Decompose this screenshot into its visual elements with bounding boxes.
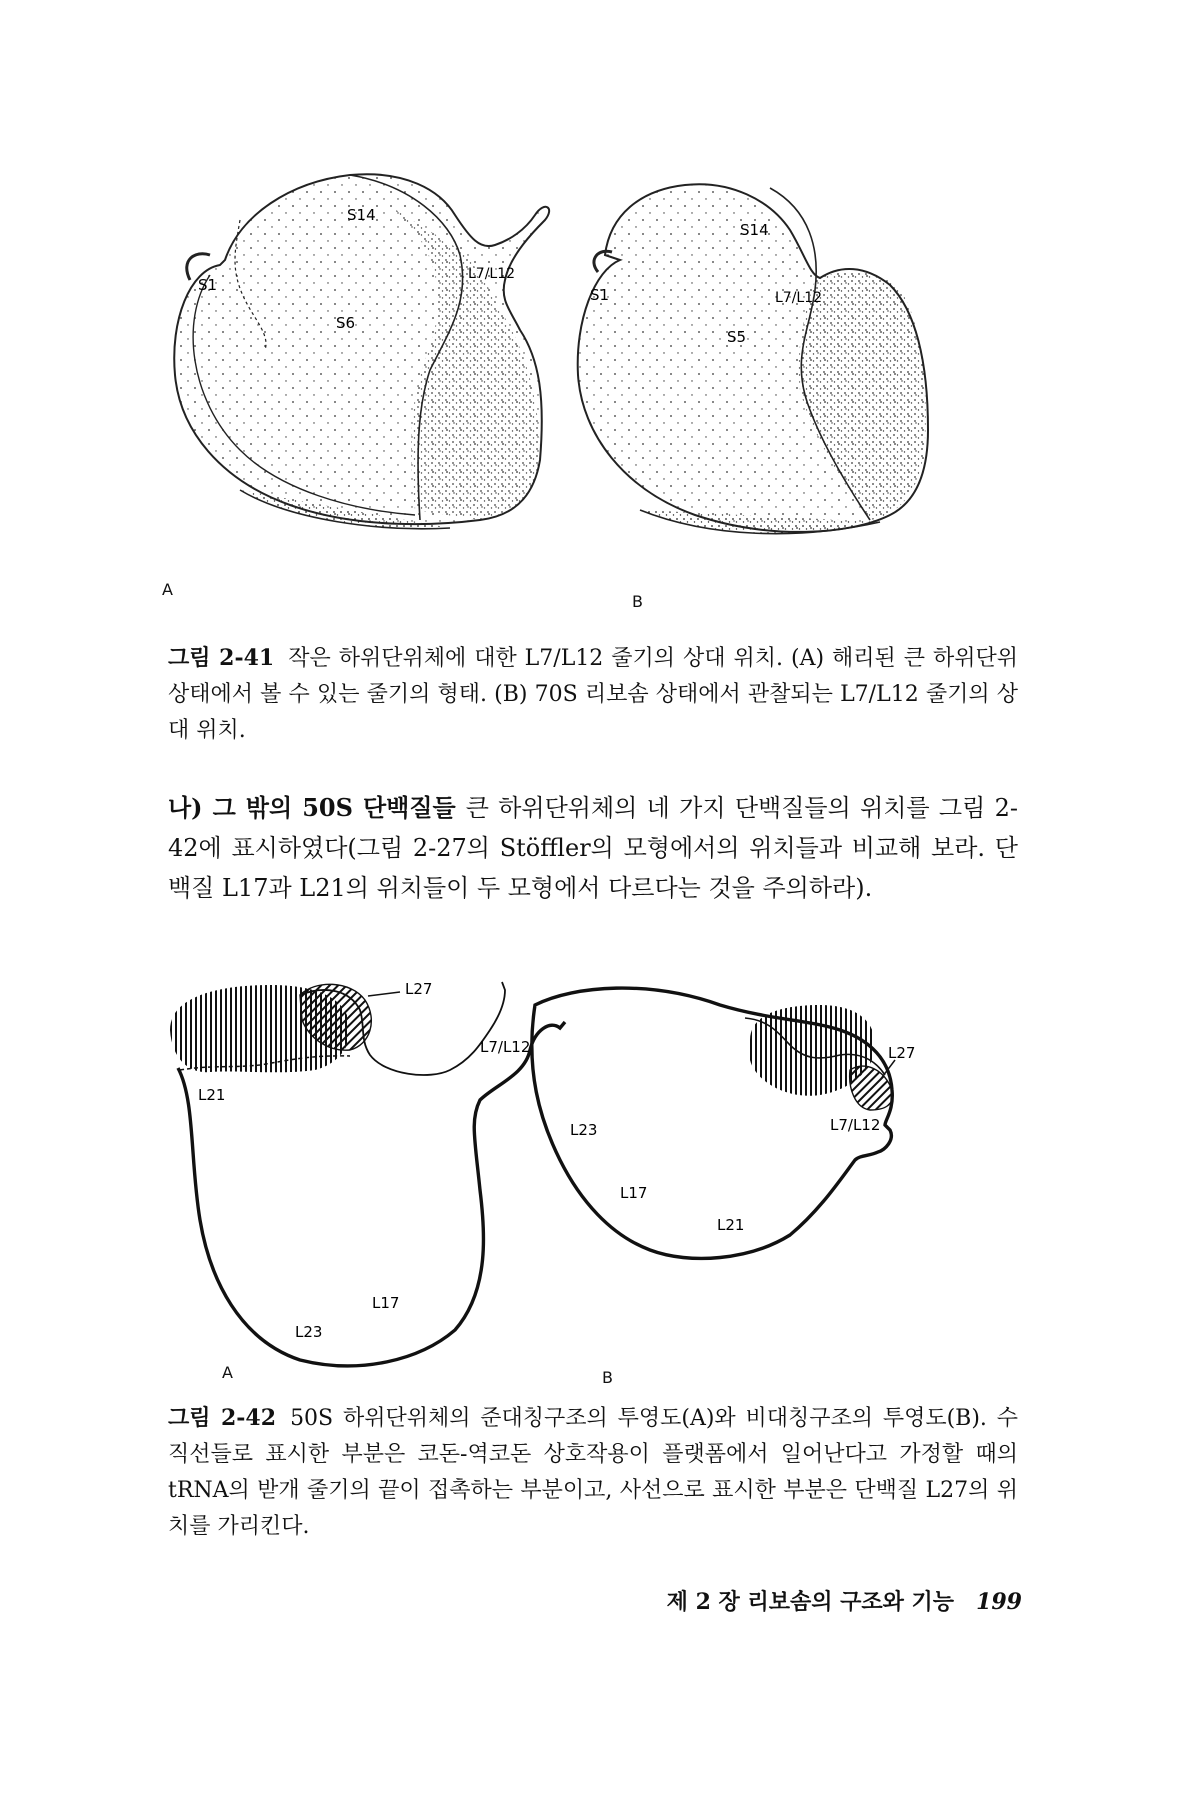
panel-a-label-s14: S14 — [347, 206, 376, 224]
panel-b-label-l21: L21 — [717, 1216, 745, 1234]
figure-2-41-caption — [168, 640, 1018, 749]
panel-a-label-l7-l12: L7/L12 — [468, 266, 516, 282]
figure-2-42-drawing — [150, 960, 1030, 1380]
figure-2-41-panel-b-letter: B — [632, 592, 643, 611]
panel-b-label-s1: S1 — [590, 286, 610, 304]
figure-2-41-drawing — [150, 160, 1030, 620]
section-text: 큰 하위단위체의 네 가지 단백질들의 위치를 그림 2-42에 표시하였다(그림 2-27의 Stöffler의 모형에서의 위치들과 비교해 보라. 단백질 L17과 L21의 위치들이 두 모형에서 다르다는 것을 주의하라). — [168, 794, 1018, 902]
panel-b-label-l23: L23 — [570, 1121, 598, 1139]
figure-2-42-panel-a-letter: A — [222, 1363, 233, 1382]
panel-a-label-l23: L23 — [295, 1323, 323, 1341]
panel-a-ribosome-drawing — [174, 174, 549, 529]
page-footer — [667, 1585, 1022, 1616]
panel-a-label-l27: L27 — [405, 980, 433, 998]
panel-b-label-l17: L17 — [620, 1184, 648, 1202]
chapter-title: 제 2 장 리보솜의 구조와 기능 — [666, 1589, 955, 1615]
panel-b-label-l7-l12: L7/L12 — [830, 1116, 881, 1134]
figure-2-42-panel-b-letter: B — [602, 1368, 613, 1387]
panel-b-label-s5: S5 — [727, 328, 747, 346]
figure-2-41 — [150, 160, 1030, 620]
panel-b-label-l7-l12: L7/L12 — [775, 290, 823, 306]
figure-2-42-caption-text: 50S 하위단위체의 준대칭구조의 투영도(A)와 비대칭구조의 투영도(B). 수직선들로 표시한 부분은 코돈-역코돈 상호작용이 플랫폼에서 일어난다고 가정할 때의 tRNA의 받개 줄기의 끝이 접촉하는 부분이고, 사선으로 표시한 부분은 단백질 L27의 위치를 가리킨다. — [168, 1406, 1019, 1539]
figure-2-42 — [150, 960, 1030, 1387]
figure-2-42-caption — [168, 1400, 1018, 1545]
page-number: 199 — [976, 1589, 1022, 1615]
figure-2-41-panel-a-letter: A — [162, 580, 173, 599]
panel-a-label-l21: L21 — [198, 1086, 226, 1104]
figure-2-42-caption-number: 그림 2-42 — [168, 1405, 277, 1431]
section-lead: 나) 그 밖의 50S 단백질들 — [168, 793, 456, 822]
panel-a-label-s1: S1 — [198, 276, 218, 294]
body-paragraph — [168, 788, 1018, 908]
figure-2-41-caption-number: 그림 2-41 — [168, 645, 275, 671]
panel-b-label-l27: L27 — [888, 1044, 916, 1062]
figure-2-41-caption-text: 작은 하위단위체에 대한 L7/L12 줄기의 상대 위치. (A) 해리된 큰 하위단위 상태에서 볼 수 있는 줄기의 형태. (B) 70S 리보솜 상태에서 관찰되는 L7/L12 줄기의 상대 위치. — [168, 646, 1019, 743]
panel-a-label-l17: L17 — [372, 1294, 400, 1312]
panel-a-label-s6: S6 — [336, 314, 356, 332]
panel-a-label-l7-l12: L7/L12 — [480, 1038, 531, 1056]
panel-b-label-s14: S14 — [740, 221, 769, 239]
